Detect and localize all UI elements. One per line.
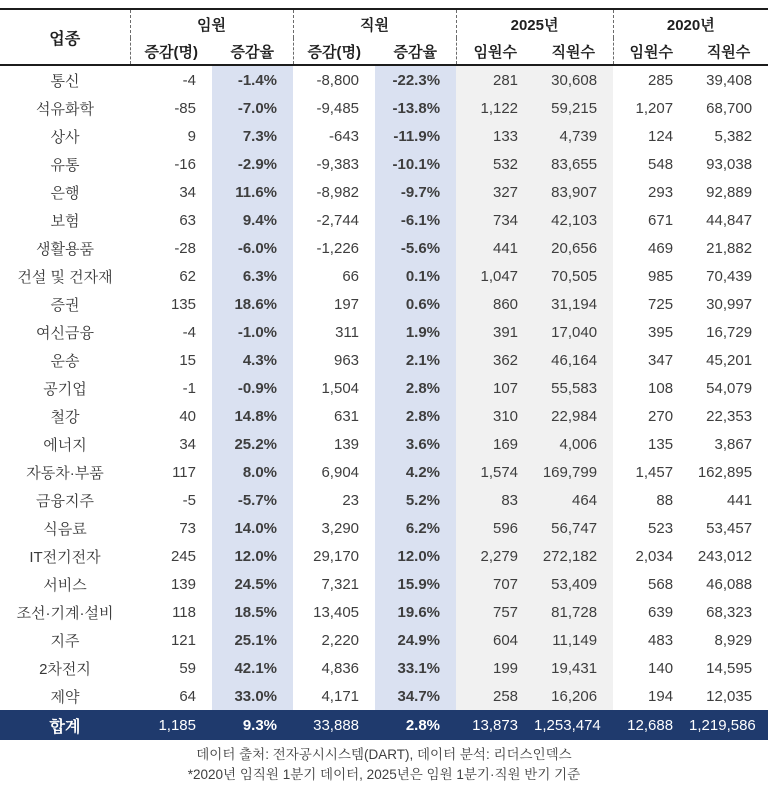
table-row	[0, 290, 768, 318]
value-cell: 1,504	[321, 379, 360, 397]
value-cell: 272,182	[534, 542, 613, 570]
value-cell: -2,744	[316, 211, 360, 229]
value-cell: -7.0%	[212, 94, 293, 122]
industry-cell: 생활용품	[36, 240, 94, 258]
header-group-2020: 2020년	[613, 9, 768, 38]
value-cell: 1,457	[635, 463, 674, 481]
value-cell: 258	[456, 682, 534, 710]
value-cell: 0.6%	[375, 290, 456, 318]
value-cell: 707	[456, 570, 534, 598]
table-row	[0, 458, 768, 486]
industry-cell: 지주	[50, 632, 80, 650]
value-cell: -10.1%	[375, 150, 456, 178]
value-cell: 34	[179, 435, 196, 453]
industry-cell: 증권	[50, 296, 80, 314]
value-cell: 8.0%	[212, 458, 293, 486]
value-cell: 441	[727, 491, 753, 509]
total-2020-exec: 12,688	[627, 716, 674, 734]
value-cell: 42,103	[534, 206, 613, 234]
industry-cell: 조선·기계·설비	[16, 604, 114, 622]
value-cell: 523	[648, 519, 674, 537]
value-cell: -13.8%	[375, 94, 456, 122]
value-cell: -5	[182, 491, 196, 509]
industry-cell: 유통	[50, 156, 80, 174]
value-cell: -6.0%	[212, 234, 293, 262]
value-cell: 441	[456, 234, 534, 262]
table-row	[0, 486, 768, 514]
value-cell: 631	[333, 407, 360, 425]
value-cell: 245	[170, 547, 196, 565]
value-cell: 14.8%	[212, 402, 293, 430]
value-cell: 108	[648, 379, 674, 397]
value-cell: 395	[648, 323, 674, 341]
value-cell: 1,207	[635, 99, 674, 117]
subheader-exec-rate: 증감율	[230, 43, 274, 61]
value-cell: -4	[182, 323, 196, 341]
value-cell: 70,505	[534, 262, 613, 290]
value-cell: 92,889	[706, 183, 753, 201]
table-row	[0, 318, 768, 346]
value-cell: 963	[333, 351, 360, 369]
industry-cell: 에너지	[43, 436, 87, 454]
value-cell: 25.2%	[212, 430, 293, 458]
table-body	[0, 65, 768, 710]
industry-cell: 식음료	[43, 520, 87, 538]
value-cell: 2.1%	[375, 346, 456, 374]
value-cell: 243,012	[697, 547, 753, 565]
value-cell: 135	[648, 435, 674, 453]
value-cell: 31,194	[534, 290, 613, 318]
industry-cell: 상사	[50, 128, 80, 146]
value-cell: 6.2%	[375, 514, 456, 542]
total-emp-change: 33,888	[313, 716, 360, 734]
table-header	[0, 9, 768, 65]
value-cell: 3.6%	[375, 430, 456, 458]
value-cell: 293	[648, 183, 674, 201]
value-cell: 139	[170, 575, 196, 593]
total-2025-emp: 1,253,474	[534, 716, 601, 734]
industry-cell: 2차전지	[39, 660, 91, 678]
table-row	[0, 514, 768, 542]
value-cell: 19,431	[534, 654, 613, 682]
value-cell: 13,405	[313, 603, 360, 621]
value-cell: 11,149	[534, 626, 613, 654]
employment-change-table	[0, 8, 768, 740]
total-emp-rate: 2.8%	[405, 716, 441, 734]
industry-cell: IT전기전자	[29, 548, 101, 566]
value-cell: 12.0%	[375, 542, 456, 570]
value-cell: 0.1%	[375, 262, 456, 290]
value-cell: 12.0%	[212, 542, 293, 570]
value-cell: 671	[648, 211, 674, 229]
value-cell: 7.3%	[212, 122, 293, 150]
value-cell: 30,997	[706, 295, 753, 313]
footnote-source: 데이터 출처: 전자공시시스템(DART), 데이터 분석: 리더스인덱스	[196, 747, 572, 762]
value-cell: -8,800	[316, 71, 360, 89]
table-row	[0, 122, 768, 150]
value-cell: 68,323	[706, 603, 753, 621]
value-cell: 34	[179, 183, 196, 201]
value-cell: -28	[174, 239, 196, 257]
total-row	[0, 710, 768, 740]
value-cell: 2,279	[456, 542, 534, 570]
industry-cell: 서비스	[43, 576, 87, 594]
table-row	[0, 94, 768, 122]
value-cell: 16,729	[706, 323, 753, 341]
value-cell: 33.0%	[212, 682, 293, 710]
value-cell: 19.6%	[375, 598, 456, 626]
value-cell: 24.9%	[375, 626, 456, 654]
value-cell: -9,485	[316, 99, 360, 117]
value-cell: 46,088	[706, 575, 753, 593]
value-cell: 8,929	[714, 631, 753, 649]
value-cell: 53,457	[706, 519, 753, 537]
table-row	[0, 65, 768, 94]
value-cell: 311	[335, 323, 360, 341]
value-cell: 5,382	[714, 127, 753, 145]
value-cell: 1,122	[456, 94, 534, 122]
value-cell: 124	[648, 127, 674, 145]
value-cell: -11.9%	[375, 122, 456, 150]
value-cell: 83,907	[534, 178, 613, 206]
total-2020-emp: 1,219,586	[689, 716, 756, 734]
value-cell: 2,220	[321, 631, 360, 649]
value-cell: -1,226	[316, 239, 360, 257]
value-cell: -643	[328, 127, 360, 145]
value-cell: -1	[182, 379, 196, 397]
value-cell: 45,201	[706, 351, 753, 369]
value-cell: -6.1%	[375, 206, 456, 234]
subheader-2020-emp: 직원수	[706, 43, 751, 61]
value-cell: 22,984	[534, 402, 613, 430]
value-cell: 15	[179, 351, 196, 369]
value-cell: -5.7%	[212, 486, 293, 514]
table-row	[0, 598, 768, 626]
value-cell: -8,982	[316, 183, 360, 201]
table-row	[0, 374, 768, 402]
value-cell: 40	[179, 407, 196, 425]
industry-cell: 석유화학	[36, 100, 94, 118]
value-cell: 469	[648, 239, 674, 257]
value-cell: 9.4%	[212, 206, 293, 234]
subheader-2025-emp: 직원수	[551, 43, 596, 61]
table-row	[0, 150, 768, 178]
table-row	[0, 430, 768, 458]
table-row	[0, 402, 768, 430]
value-cell: 2,034	[635, 547, 674, 565]
subheader-exec-change: 증감(명)	[130, 38, 212, 65]
value-cell: -85	[174, 99, 196, 117]
value-cell: 24.5%	[212, 570, 293, 598]
value-cell: -2.9%	[212, 150, 293, 178]
value-cell: 88	[656, 491, 674, 509]
value-cell: 118	[172, 603, 196, 621]
value-cell: 21,882	[706, 239, 753, 257]
table-row	[0, 178, 768, 206]
value-cell: 4,171	[321, 687, 360, 705]
total-2025-exec: 13,873	[472, 716, 519, 734]
value-cell: 22,353	[706, 407, 753, 425]
value-cell: 59,215	[534, 94, 613, 122]
value-cell: 53,409	[534, 570, 613, 598]
value-cell: 483	[648, 631, 674, 649]
industry-cell: 자동차·부품	[26, 464, 104, 482]
value-cell: 16,206	[534, 682, 613, 710]
value-cell: 4,836	[321, 659, 360, 677]
value-cell: 2.8%	[375, 402, 456, 430]
value-cell: 6.3%	[212, 262, 293, 290]
value-cell: 1,047	[456, 262, 534, 290]
table-row	[0, 346, 768, 374]
subheader-2020-exec: 임원수	[613, 38, 689, 65]
value-cell: 17,040	[534, 318, 613, 346]
industry-cell: 금융지주	[36, 492, 94, 510]
value-cell: 81,728	[534, 598, 613, 626]
value-cell: 734	[456, 206, 534, 234]
subheader-emp-change: 증감(명)	[293, 38, 375, 65]
value-cell: 39,408	[706, 71, 753, 89]
table-row	[0, 206, 768, 234]
value-cell: 464	[534, 486, 613, 514]
value-cell: 270	[648, 407, 674, 425]
value-cell: 70,439	[706, 267, 753, 285]
value-cell: -9,383	[316, 155, 360, 173]
value-cell: 93,038	[706, 155, 753, 173]
value-cell: 46,164	[534, 346, 613, 374]
value-cell: 14,595	[706, 659, 753, 677]
value-cell: 62	[179, 267, 196, 285]
total-label: 합계	[49, 718, 81, 736]
value-cell: 18.6%	[212, 290, 293, 318]
industry-cell: 여신금융	[36, 324, 94, 342]
value-cell: 568	[648, 575, 674, 593]
value-cell: 281	[456, 65, 534, 94]
value-cell: 4,739	[534, 122, 613, 150]
value-cell: 133	[456, 122, 534, 150]
table-row	[0, 654, 768, 682]
header-industry: 업종	[49, 30, 81, 48]
value-cell: 64	[179, 687, 196, 705]
value-cell: 34.7%	[375, 682, 456, 710]
value-cell: 4,006	[534, 430, 613, 458]
value-cell: -4	[182, 71, 196, 89]
industry-cell: 철강	[50, 408, 80, 426]
value-cell: 15.9%	[375, 570, 456, 598]
value-cell: 532	[456, 150, 534, 178]
value-cell: 169,799	[534, 458, 613, 486]
value-cell: 362	[456, 346, 534, 374]
value-cell: 23	[342, 491, 360, 509]
table-row	[0, 234, 768, 262]
industry-cell: 통신	[50, 72, 80, 90]
value-cell: 54,079	[706, 379, 753, 397]
value-cell: 135	[170, 295, 196, 313]
value-cell: 391	[456, 318, 534, 346]
value-cell: 194	[648, 687, 674, 705]
header-group-executives: 임원	[130, 9, 293, 38]
value-cell: 725	[648, 295, 674, 313]
value-cell: 757	[456, 598, 534, 626]
value-cell: -5.6%	[375, 234, 456, 262]
value-cell: 44,847	[706, 211, 753, 229]
value-cell: 66	[342, 267, 360, 285]
value-cell: -1.4%	[212, 65, 293, 94]
total-exec-change: 1,185	[158, 716, 196, 734]
total-exec-rate: 9.3%	[242, 716, 278, 734]
value-cell: 6,904	[321, 463, 360, 481]
value-cell: -1.0%	[212, 318, 293, 346]
value-cell: 55,583	[534, 374, 613, 402]
value-cell: 83,655	[534, 150, 613, 178]
value-cell: 985	[648, 267, 674, 285]
value-cell: 121	[170, 631, 196, 649]
table-row	[0, 542, 768, 570]
value-cell: 33.1%	[375, 654, 456, 682]
value-cell: 604	[456, 626, 534, 654]
value-cell: 1,574	[456, 458, 534, 486]
value-cell: 11.6%	[212, 178, 293, 206]
value-cell: 12,035	[706, 687, 753, 705]
value-cell: 59	[179, 659, 196, 677]
value-cell: 7,321	[321, 575, 360, 593]
value-cell: 2.8%	[375, 374, 456, 402]
value-cell: 596	[456, 514, 534, 542]
footnotes	[0, 745, 768, 786]
industry-cell: 운송	[50, 352, 80, 370]
value-cell: 860	[456, 290, 534, 318]
footnote-basis: *2020년 임직원 1분기 데이터, 2025년은 임원 1분기·직원 반기 기준	[187, 767, 581, 783]
value-cell: 327	[456, 178, 534, 206]
industry-cell: 보험	[50, 212, 80, 230]
value-cell: 310	[456, 402, 534, 430]
subheader-2025-exec: 임원수	[456, 38, 534, 65]
value-cell: 197	[333, 295, 360, 313]
value-cell: 162,895	[697, 463, 753, 481]
value-cell: 14.0%	[212, 514, 293, 542]
value-cell: 18.5%	[212, 598, 293, 626]
industry-cell: 제약	[50, 688, 80, 706]
value-cell: 140	[648, 659, 674, 677]
table-row	[0, 626, 768, 654]
value-cell: 639	[648, 603, 674, 621]
value-cell: 9	[187, 127, 196, 145]
industry-cell: 은행	[50, 184, 80, 202]
value-cell: 3,867	[714, 435, 753, 453]
industry-cell: 공기업	[43, 380, 87, 398]
value-cell: 285	[648, 71, 674, 89]
value-cell: 42.1%	[212, 654, 293, 682]
value-cell: 56,747	[534, 514, 613, 542]
value-cell: 4.3%	[212, 346, 293, 374]
header-group-employees: 직원	[293, 9, 456, 38]
value-cell: -16	[174, 155, 196, 173]
value-cell: 5.2%	[375, 486, 456, 514]
value-cell: 139	[333, 435, 360, 453]
value-cell: 30,608	[534, 65, 613, 94]
table-row	[0, 682, 768, 710]
value-cell: 347	[648, 351, 674, 369]
value-cell: -9.7%	[375, 178, 456, 206]
value-cell: 4.2%	[375, 458, 456, 486]
value-cell: 68,700	[706, 99, 753, 117]
value-cell: 73	[179, 519, 196, 537]
value-cell: 117	[172, 463, 196, 481]
industry-cell: 건설 및 건자재	[17, 268, 113, 286]
value-cell: 548	[648, 155, 674, 173]
value-cell: 29,170	[313, 547, 360, 565]
table-row	[0, 570, 768, 598]
table-row	[0, 262, 768, 290]
value-cell: 63	[179, 211, 196, 229]
value-cell: 169	[456, 430, 534, 458]
value-cell: 25.1%	[212, 626, 293, 654]
value-cell: 1.9%	[375, 318, 456, 346]
value-cell: 83	[456, 486, 534, 514]
value-cell: 107	[456, 374, 534, 402]
value-cell: 20,656	[534, 234, 613, 262]
header-group-2025: 2025년	[456, 9, 613, 38]
value-cell: 3,290	[321, 519, 360, 537]
value-cell: -22.3%	[375, 65, 456, 94]
value-cell: -0.9%	[212, 374, 293, 402]
subheader-emp-rate: 증감율	[393, 43, 438, 61]
value-cell: 199	[456, 654, 534, 682]
